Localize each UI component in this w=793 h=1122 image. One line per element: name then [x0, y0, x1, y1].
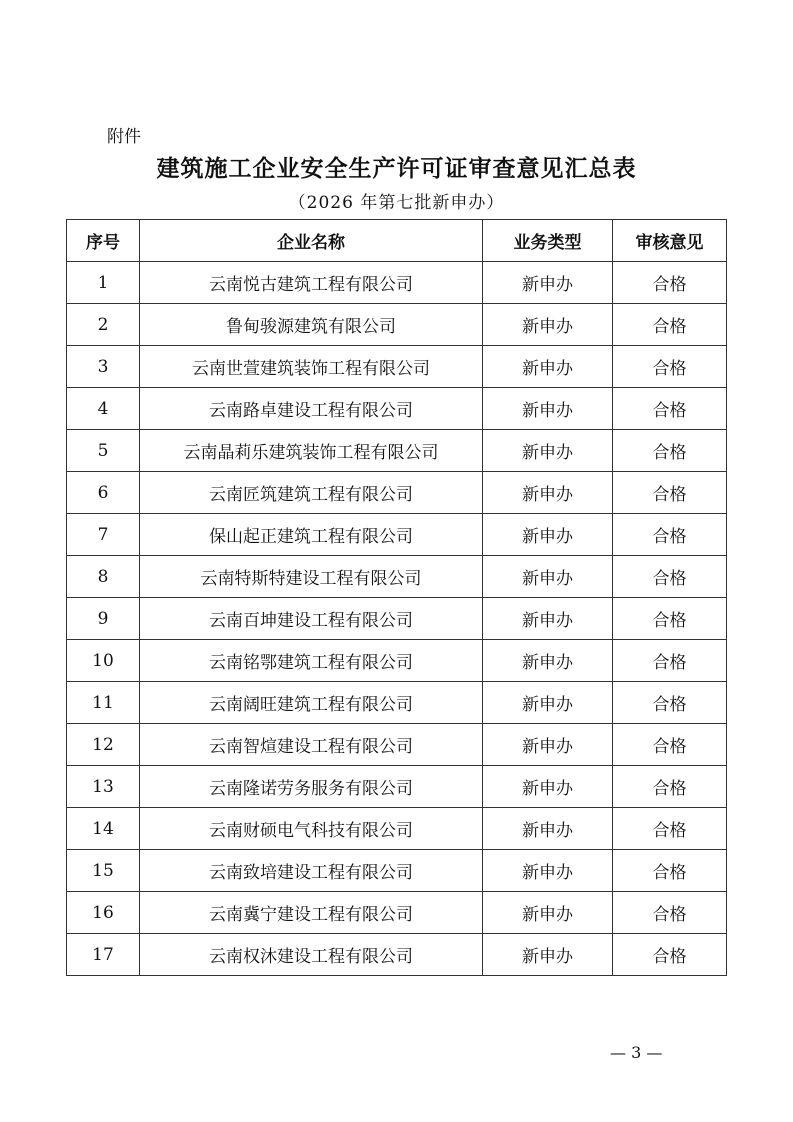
- table-row: [67, 640, 727, 682]
- table-row: [67, 934, 727, 976]
- cell-review-opinion: 合格: [613, 598, 727, 640]
- cell-company-name: 云南路卓建设工程有限公司: [140, 388, 483, 430]
- cell-serial-number: 16: [67, 892, 140, 934]
- cell-business-type: 新申办: [483, 304, 613, 346]
- cell-serial-number: 15: [67, 850, 140, 892]
- cell-review-opinion: 合格: [613, 808, 727, 850]
- cell-business-type: 新申办: [483, 430, 613, 472]
- cell-review-opinion: 合格: [613, 514, 727, 556]
- table-row: [67, 262, 727, 304]
- table-row: [67, 514, 727, 556]
- cell-review-opinion: 合格: [613, 892, 727, 934]
- document-title: 建筑施工企业安全生产许可证审查意见汇总表: [156, 155, 637, 182]
- cell-review-opinion: 合格: [613, 346, 727, 388]
- table-row: [67, 472, 727, 514]
- table-row: [67, 724, 727, 766]
- cell-company-name: 云南智煊建设工程有限公司: [140, 724, 483, 766]
- cell-serial-number: 3: [67, 346, 140, 388]
- cell-serial-number: 17: [67, 934, 140, 976]
- cell-serial-number: 2: [67, 304, 140, 346]
- table-row: [67, 892, 727, 934]
- page-number: — 3 —: [610, 1043, 663, 1062]
- table-row: [67, 850, 727, 892]
- header-business-type: 业务类型: [483, 220, 613, 262]
- cell-company-name: 云南财硕电气科技有限公司: [140, 808, 483, 850]
- attachment-label: 附件: [107, 127, 141, 147]
- table-row: [67, 388, 727, 430]
- cell-serial-number: 1: [67, 262, 140, 304]
- cell-serial-number: 6: [67, 472, 140, 514]
- table-body: [67, 262, 727, 976]
- cell-company-name: 云南铭鄂建筑工程有限公司: [140, 640, 483, 682]
- header-company-name: 企业名称: [140, 220, 483, 262]
- cell-serial-number: 14: [67, 808, 140, 850]
- cell-business-type: 新申办: [483, 934, 613, 976]
- cell-review-opinion: 合格: [613, 766, 727, 808]
- header-review-opinion: 审核意见: [613, 220, 727, 262]
- cell-review-opinion: 合格: [613, 388, 727, 430]
- cell-serial-number: 13: [67, 766, 140, 808]
- cell-business-type: 新申办: [483, 724, 613, 766]
- cell-business-type: 新申办: [483, 682, 613, 724]
- cell-serial-number: 10: [67, 640, 140, 682]
- cell-serial-number: 4: [67, 388, 140, 430]
- cell-serial-number: 7: [67, 514, 140, 556]
- cell-company-name: 云南冀宁建设工程有限公司: [140, 892, 483, 934]
- cell-business-type: 新申办: [483, 346, 613, 388]
- cell-serial-number: 11: [67, 682, 140, 724]
- cell-company-name: 云南阔旺建筑工程有限公司: [140, 682, 483, 724]
- cell-review-opinion: 合格: [613, 682, 727, 724]
- cell-business-type: 新申办: [483, 640, 613, 682]
- cell-review-opinion: 合格: [613, 472, 727, 514]
- cell-review-opinion: 合格: [613, 556, 727, 598]
- cell-review-opinion: 合格: [613, 934, 727, 976]
- document-subtitle: （2026 年第七批新申办）: [288, 193, 505, 213]
- cell-business-type: 新申办: [483, 850, 613, 892]
- cell-company-name: 云南致培建设工程有限公司: [140, 850, 483, 892]
- table-row: [67, 346, 727, 388]
- cell-review-opinion: 合格: [613, 640, 727, 682]
- table-row: [67, 598, 727, 640]
- table-row: [67, 682, 727, 724]
- cell-company-name: 云南权沐建设工程有限公司: [140, 934, 483, 976]
- table-row: [67, 430, 727, 472]
- table-row: [67, 808, 727, 850]
- cell-business-type: 新申办: [483, 598, 613, 640]
- cell-business-type: 新申办: [483, 388, 613, 430]
- cell-business-type: 新申办: [483, 514, 613, 556]
- cell-review-opinion: 合格: [613, 430, 727, 472]
- cell-business-type: 新申办: [483, 262, 613, 304]
- review-summary-table: [66, 219, 727, 976]
- cell-serial-number: 5: [67, 430, 140, 472]
- table-row: [67, 766, 727, 808]
- cell-company-name: 云南百坤建设工程有限公司: [140, 598, 483, 640]
- cell-company-name: 云南隆诺劳务服务有限公司: [140, 766, 483, 808]
- cell-review-opinion: 合格: [613, 262, 727, 304]
- table-row: [67, 556, 727, 598]
- cell-company-name: 保山起正建筑工程有限公司: [140, 514, 483, 556]
- cell-company-name: 云南世萱建筑装饰工程有限公司: [140, 346, 483, 388]
- cell-business-type: 新申办: [483, 808, 613, 850]
- cell-serial-number: 12: [67, 724, 140, 766]
- cell-business-type: 新申办: [483, 892, 613, 934]
- cell-company-name: 云南晶莉乐建筑装饰工程有限公司: [140, 430, 483, 472]
- cell-serial-number: 8: [67, 556, 140, 598]
- cell-company-name: 鲁甸骏源建筑有限公司: [140, 304, 483, 346]
- cell-business-type: 新申办: [483, 766, 613, 808]
- cell-serial-number: 9: [67, 598, 140, 640]
- cell-business-type: 新申办: [483, 556, 613, 598]
- cell-review-opinion: 合格: [613, 850, 727, 892]
- table-header-row: [67, 220, 727, 262]
- cell-company-name: 云南特斯特建设工程有限公司: [140, 556, 483, 598]
- cell-company-name: 云南匠筑建筑工程有限公司: [140, 472, 483, 514]
- table-row: [67, 304, 727, 346]
- cell-review-opinion: 合格: [613, 724, 727, 766]
- cell-review-opinion: 合格: [613, 304, 727, 346]
- cell-company-name: 云南悦古建筑工程有限公司: [140, 262, 483, 304]
- header-serial-number: 序号: [67, 220, 140, 262]
- cell-business-type: 新申办: [483, 472, 613, 514]
